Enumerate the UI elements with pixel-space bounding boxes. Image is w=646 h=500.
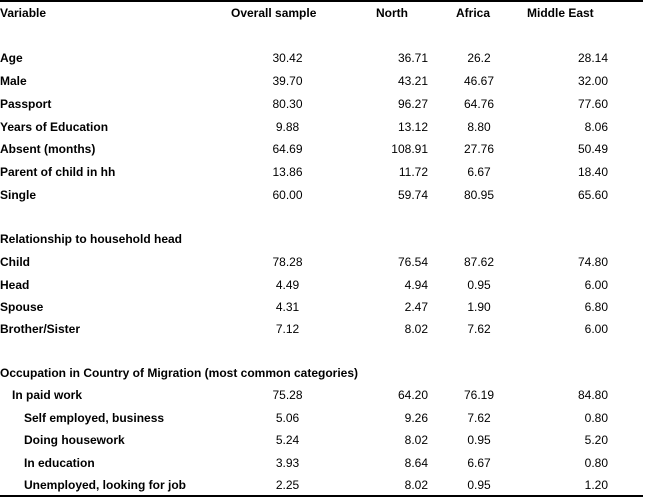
cell-north: 43.21 — [397, 74, 428, 88]
row-label: Absent (months) — [0, 142, 96, 156]
table-row — [0, 140, 646, 158]
section-heading-relationship — [0, 230, 646, 248]
table-row — [0, 409, 646, 427]
cell-africa: 0.95 — [467, 478, 491, 492]
cell-north: 8.64 — [404, 456, 428, 470]
cell-africa: 87.62 — [463, 255, 495, 269]
row-label: In education — [24, 456, 95, 470]
table-row — [0, 476, 646, 494]
cell-middle-east: 77.60 — [577, 97, 608, 111]
cell-overall: 2.25 — [275, 478, 300, 492]
table-row — [0, 95, 646, 113]
cell-north: 8.02 — [404, 433, 428, 447]
table-row — [0, 454, 646, 472]
table-row — [0, 72, 646, 90]
cell-middle-east: 65.60 — [577, 188, 608, 202]
row-label: In paid work — [12, 388, 83, 402]
cell-africa: 26.2 — [467, 51, 491, 65]
table-row — [0, 276, 646, 294]
cell-middle-east: 84.80 — [577, 388, 608, 402]
row-label: Passport — [0, 97, 52, 111]
cell-africa: 80.95 — [463, 188, 495, 202]
cell-overall: 78.28 — [272, 255, 303, 269]
cell-overall: 80.30 — [272, 97, 303, 111]
table-row — [0, 118, 646, 136]
table-row — [0, 163, 646, 181]
cell-overall: 4.49 — [275, 278, 300, 292]
cell-middle-east: 5.20 — [584, 433, 608, 447]
cell-middle-east: 32.00 — [577, 74, 608, 88]
cell-africa: 6.67 — [467, 165, 491, 179]
cell-north: 36.71 — [397, 51, 428, 65]
cell-middle-east: 6.00 — [584, 278, 608, 292]
cell-middle-east: 18.40 — [577, 165, 608, 179]
cell-middle-east: 50.49 — [577, 142, 608, 156]
cell-africa: 6.67 — [467, 456, 491, 470]
header-variable: Variable — [0, 6, 47, 20]
cell-middle-east: 74.80 — [577, 255, 608, 269]
cell-overall: 5.24 — [275, 433, 300, 447]
cell-overall: 9.88 — [275, 120, 300, 134]
cell-overall: 30.42 — [272, 51, 303, 65]
section-heading-occupation — [0, 364, 646, 382]
cell-north: 64.20 — [397, 388, 428, 402]
header-north: North — [376, 6, 408, 20]
header-africa: Africa — [456, 6, 491, 20]
table-row — [0, 386, 646, 404]
cell-africa: 7.62 — [467, 411, 491, 425]
cell-africa: 0.95 — [467, 278, 491, 292]
table-row — [0, 186, 646, 204]
cell-middle-east: 0.80 — [584, 411, 608, 425]
cell-africa: 27.76 — [463, 142, 495, 156]
cell-middle-east: 28.14 — [577, 51, 608, 65]
bottom-rule — [0, 495, 643, 497]
cell-north: 76.54 — [397, 255, 428, 269]
cell-north: 108.91 — [391, 142, 428, 156]
cell-africa: 76.19 — [463, 388, 495, 402]
cell-overall: 60.00 — [272, 188, 303, 202]
cell-overall: 13.86 — [272, 165, 303, 179]
cell-overall: 39.70 — [272, 74, 303, 88]
cell-north: 4.94 — [404, 278, 428, 292]
header-middle-east: Middle East — [527, 6, 594, 20]
section-title: Occupation in Country of Migration (most common categories) — [0, 366, 359, 380]
header-row — [0, 4, 646, 22]
table-row — [0, 320, 646, 338]
cell-overall: 7.12 — [275, 322, 300, 336]
cell-middle-east: 6.80 — [584, 300, 608, 314]
cell-overall: 64.69 — [272, 142, 303, 156]
table-row — [0, 431, 646, 449]
cell-africa: 1.90 — [467, 300, 491, 314]
top-rule — [0, 0, 643, 2]
cell-overall: 4.31 — [275, 300, 300, 314]
cell-middle-east: 0.80 — [584, 456, 608, 470]
row-label: Parent of child in hh — [0, 165, 116, 179]
cell-africa: 7.62 — [467, 322, 491, 336]
row-label: Male — [0, 74, 27, 88]
cell-north: 8.02 — [404, 322, 428, 336]
cell-africa: 46.67 — [463, 74, 495, 88]
cell-middle-east: 8.06 — [584, 120, 608, 134]
cell-africa: 8.80 — [467, 120, 491, 134]
cell-north: 2.47 — [404, 300, 428, 314]
row-label: Doing housework — [24, 433, 125, 447]
row-label: Self employed, business — [24, 411, 165, 425]
cell-north: 96.27 — [397, 97, 428, 111]
row-label: Head — [0, 278, 30, 292]
table-row — [0, 298, 646, 316]
cell-north: 59.74 — [397, 188, 428, 202]
row-label: Single — [0, 188, 37, 202]
cell-north: 9.26 — [404, 411, 428, 425]
row-label: Years of Education — [0, 120, 109, 134]
cell-africa: 0.95 — [467, 433, 491, 447]
table-row — [0, 253, 646, 271]
row-label: Brother/Sister — [0, 322, 81, 336]
section-title: Relationship to household head — [0, 232, 183, 246]
row-label: Age — [0, 51, 23, 65]
cell-overall: 3.93 — [275, 456, 300, 470]
row-label: Spouse — [0, 300, 44, 314]
table-row — [0, 49, 646, 67]
cell-overall: 75.28 — [272, 388, 303, 402]
row-label: Unemployed, looking for job — [24, 478, 186, 492]
cell-africa: 64.76 — [463, 97, 495, 111]
cell-middle-east: 6.00 — [584, 322, 608, 336]
cell-north: 13.12 — [397, 120, 428, 134]
row-label: Child — [0, 255, 30, 269]
cell-overall: 5.06 — [275, 411, 300, 425]
cell-north: 11.72 — [398, 165, 428, 179]
header-overall-sample: Overall sample — [231, 6, 317, 20]
cell-middle-east: 1.20 — [584, 478, 608, 492]
cell-north: 8.02 — [404, 478, 428, 492]
